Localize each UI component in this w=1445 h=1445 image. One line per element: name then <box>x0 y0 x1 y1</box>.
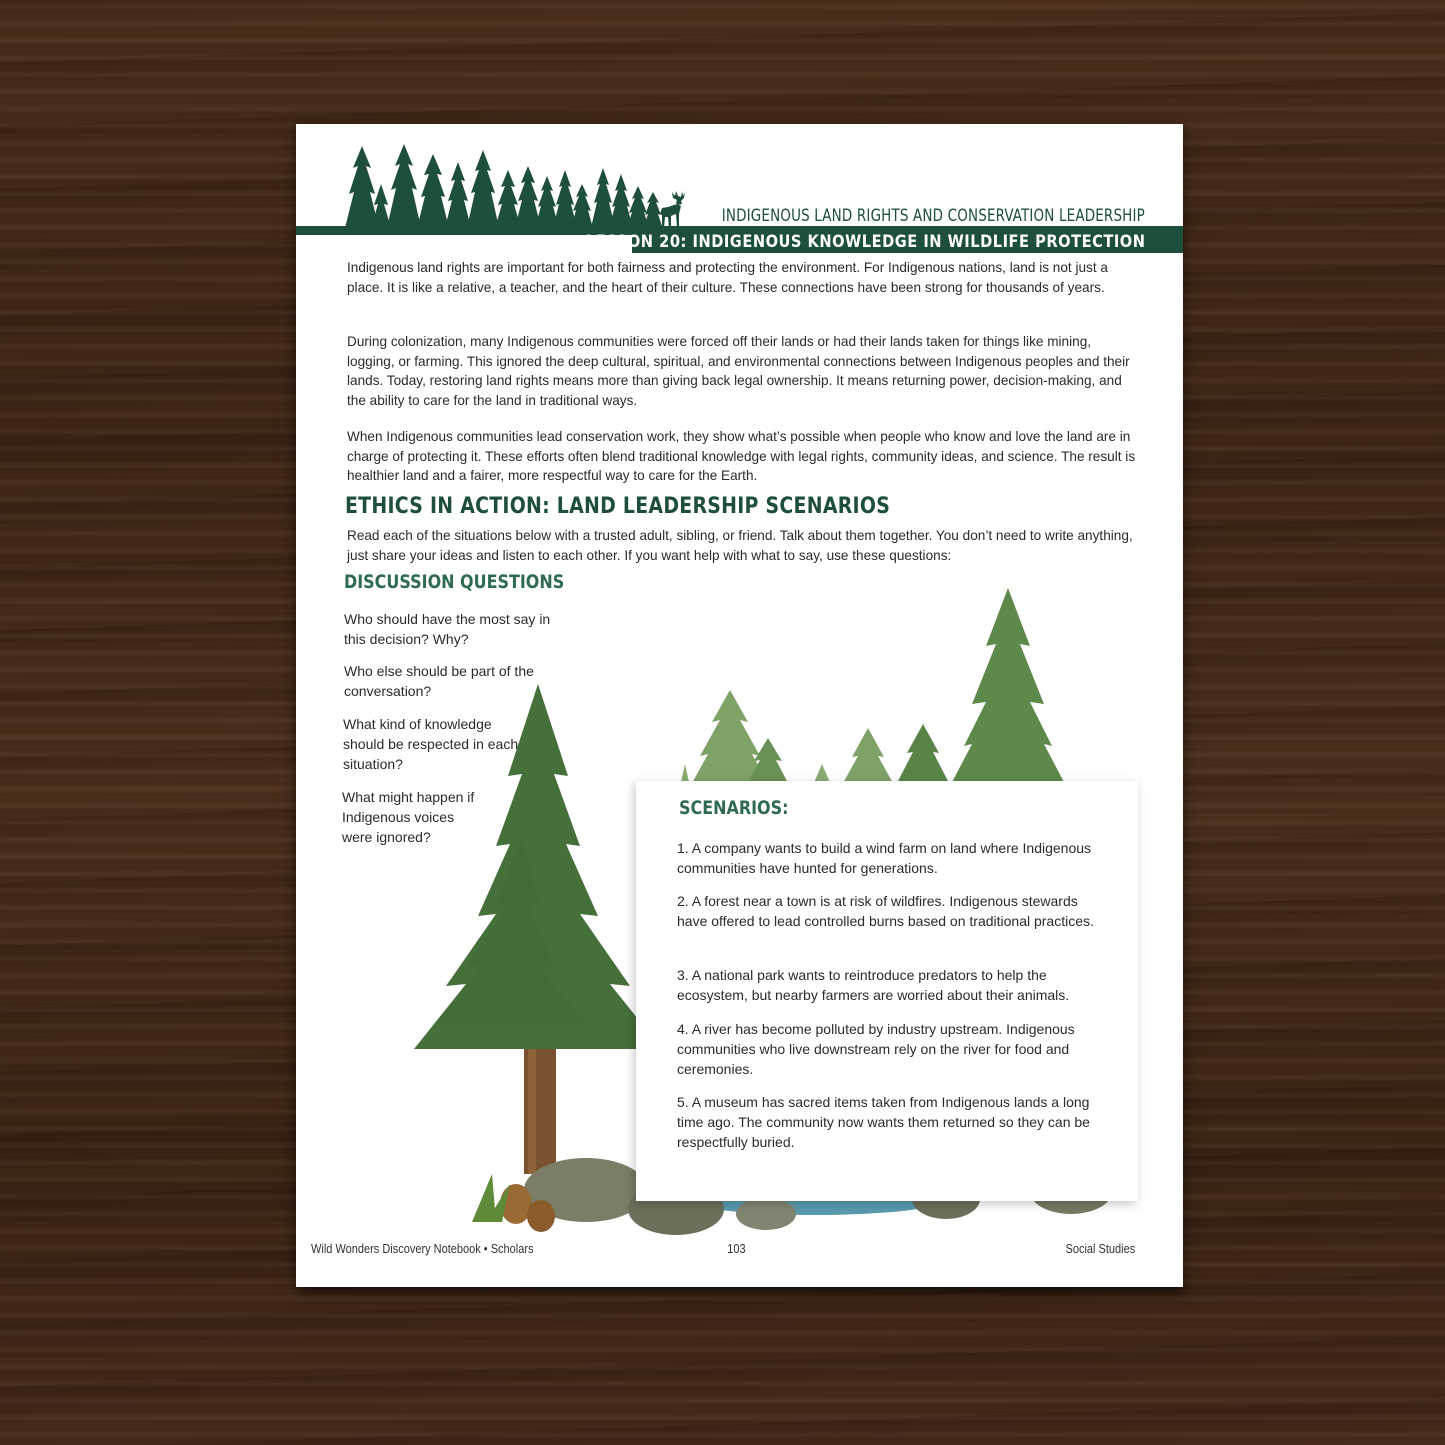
discussion-question: What might happen if Indigenous voices were ignored? <box>342 789 475 845</box>
scenario-item: 5. A museum has sacred items taken from Indigenous lands a long time ago. The community now wants them returned so they can be respectfully buried. <box>677 1094 1090 1150</box>
worksheet-page <box>296 124 1183 1287</box>
discussion-question: Who should have the most say in this decision? Why? <box>344 611 551 647</box>
footer-left: Wild Wonders Discovery Notebook • Scholars <box>311 1242 534 1256</box>
discussion-question: Who else should be part of the conversation? <box>344 663 534 699</box>
scenarios-heading: SCENARIOS: <box>679 797 789 819</box>
scenario-item: 1. A company wants to build a wind farm on land where Indigenous communities have hunted for generations. <box>677 840 1092 876</box>
intro-paragraph-1: Indigenous land rights are important for both fairness and protecting the environment. For Indigenous nations, land is not just a place. It is like a relative, a teacher, and the heart of their culture. These connections have been strong for thousands of years. <box>347 260 1108 295</box>
instructions-paragraph: Read each of the situations below with a trusted adult, sibling, or friend. Talk about them together. You don’t need to write anything, just share your ideas and listen to each other. If you want help with what to say, use these questions: <box>347 528 1133 563</box>
page-number: 103 <box>727 1242 746 1256</box>
scenario-item: 3. A national park wants to reintroduce predators to help the ecosystem, but nearby farmers are worried about their animals. <box>677 967 1070 1003</box>
scenario-item: 2. A forest near a town is at risk of wildfires. Indigenous stewards have offered to lead controlled burns based on traditional practices. <box>677 893 1094 929</box>
discussion-heading: DISCUSSION QUESTIONS <box>344 571 565 593</box>
discussion-question: What kind of knowledge should be respected in each situation? <box>343 716 519 772</box>
intro-paragraph-2: During colonization, many Indigenous communities were forced off their lands or had their lands taken for things like mining, logging, or farming. This ignored the deep cultural, spiritual, and environmental connections between Indigenous peoples and their lands. Today, restoring land rights means more than giving back legal ownership. It means returning power, decision-making, and the ability to care for the land in traditional ways. <box>347 334 1130 408</box>
intro-paragraph-3: When Indigenous communities lead conservation work, they show what’s possible when people who know and love the land are in charge of protecting it. These efforts often blend traditional knowledge with legal rights, community ideas, and science. The result is healthier land and a fairer, more respectful way to care for the Earth. <box>347 429 1136 483</box>
lesson-title: LESSON 20: INDIGENOUS KNOWLEDGE IN WILDLIFE PROTECTION <box>585 232 1145 252</box>
scenarios-card <box>636 781 1138 1201</box>
scenario-item: 4. A river has become polluted by industry upstream. Indigenous communities who live downstream rely on the river for food and ceremonies. <box>677 1021 1075 1077</box>
unit-title: INDIGENOUS LAND RIGHTS AND CONSERVATION LEADERSHIP <box>721 206 1145 226</box>
footer-right: Social Studies <box>1065 1242 1135 1256</box>
section-heading: ETHICS IN ACTION: LAND LEADERSHIP SCENARIOS <box>345 494 891 519</box>
